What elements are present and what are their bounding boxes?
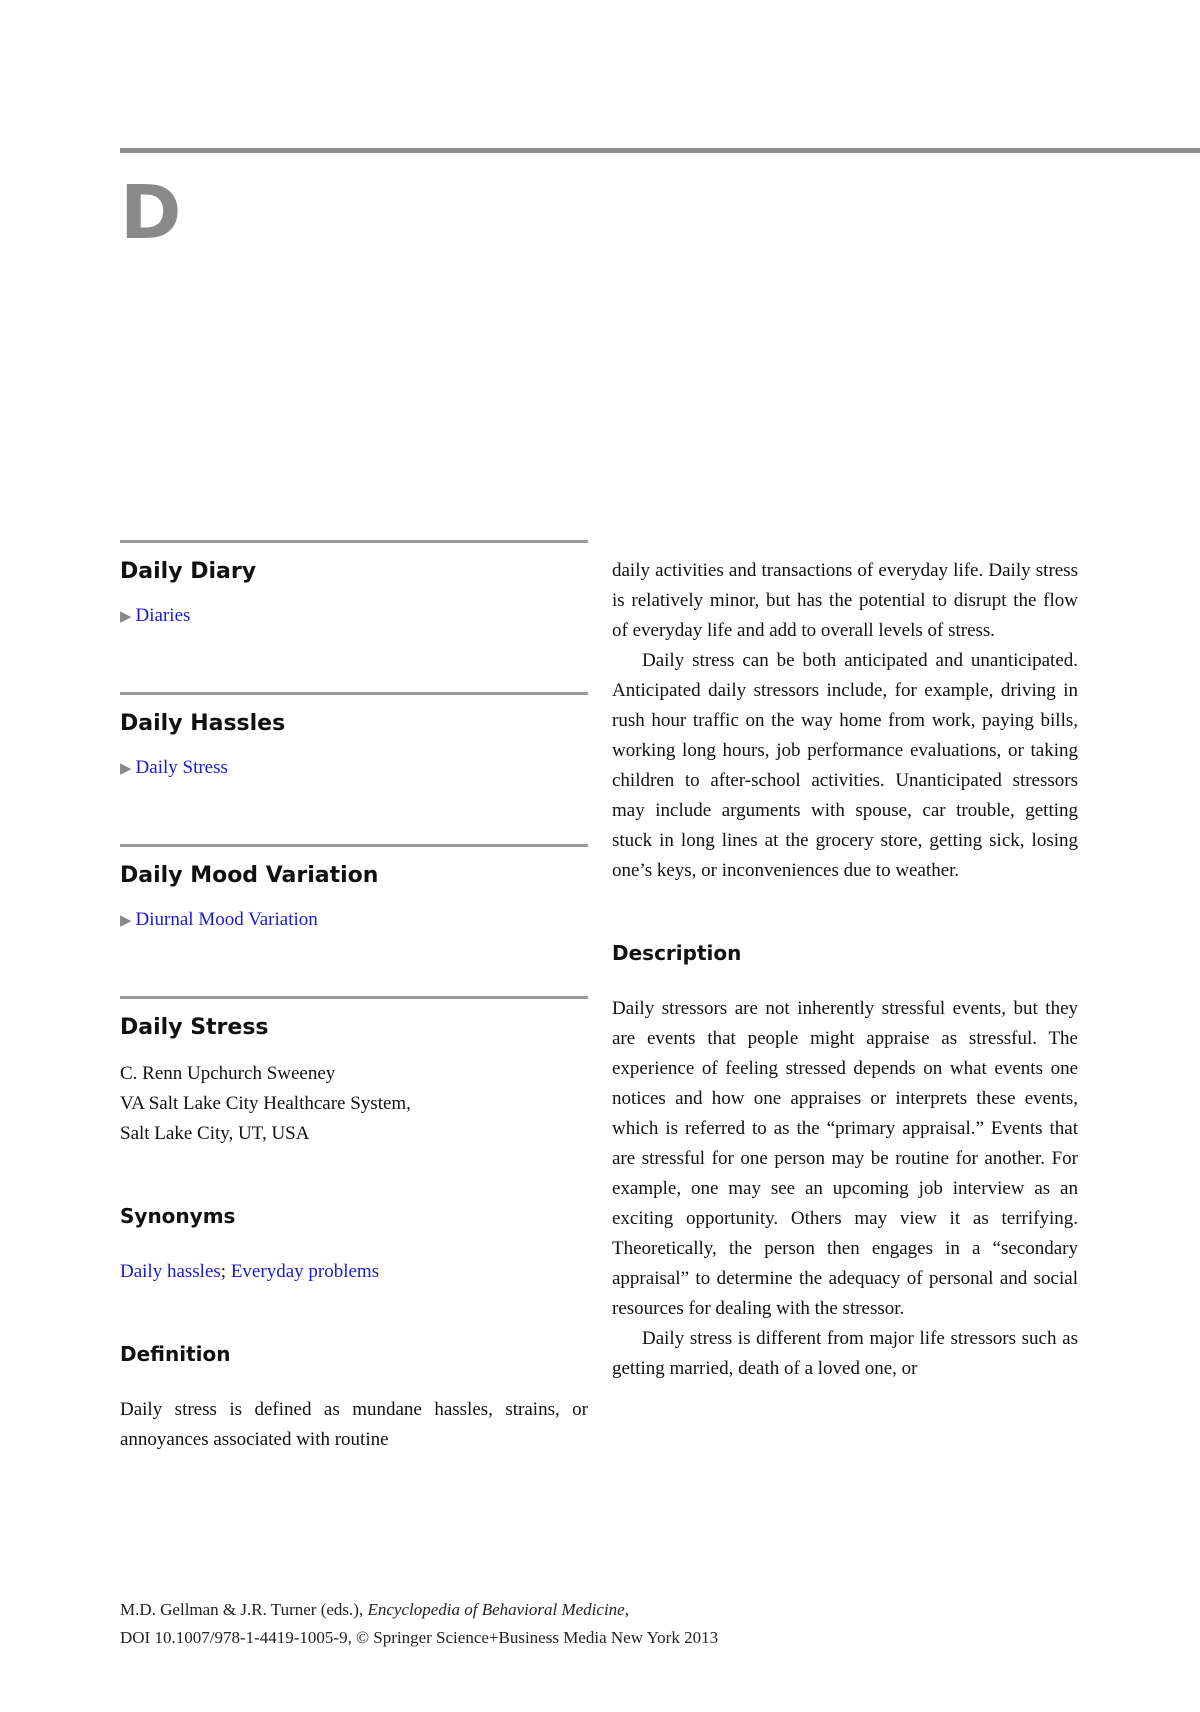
entry-daily-diary — [120, 540, 588, 632]
cross-reference — [120, 753, 588, 784]
right-column — [612, 556, 1078, 1384]
synonym-link-everyday-problems[interactable]: Everyday problems — [230, 1261, 380, 1282]
author-affiliation: VA Salt Lake City Healthcare System, — [120, 1093, 411, 1114]
entry-rule — [120, 692, 588, 695]
arrow-right-icon: ▶ — [120, 609, 132, 625]
body-paragraph: Daily stressors are not inherently stressful events, but they are events that people might appraise as stressful. The experience of feeling stressed depends on what events one notices and how one appraises or interprets these events, which is referred to as the “primary appraisal.” Events that are stressful for one person may be routine for another. For example, one may see an upcoming job interview as an exciting opportunity. Others may view it as terrifying. Theoretically, the person then engages in a “secondary appraisal” to determine the adequacy of personal and social resources for dealing with the stressor. — [612, 998, 1078, 1319]
definition-text: Daily stress is defined as mundane hassles, strains, or annoyances associated with routine — [120, 1399, 588, 1450]
entry-rule — [120, 540, 588, 543]
definition-heading: Definition — [120, 1342, 231, 1366]
synonyms-heading: Synonyms — [120, 1204, 236, 1228]
body-paragraph: Daily stress can be both anticipated and unanticipated. Anticipated daily stressors include, for example, driving in rush hour traffic on the way home from work, paying bills, working long hours, job performance evaluations, or taking children to after-school activities. Unanticipated stressors may include arguments with spouse, car trouble, getting stuck in long lines at the grocery store, getting sick, losing one’s keys, or inconveniences due to weather. — [612, 650, 1078, 881]
entry-daily-stress — [120, 996, 588, 1455]
citation-line — [120, 1596, 1020, 1624]
citation-title: Encyclopedia of Behavioral Medicine — [367, 1600, 625, 1619]
synonym-separator: ; — [220, 1261, 231, 1282]
citation-footer — [120, 1596, 1020, 1652]
entry-heading: Daily Mood Variation — [120, 863, 379, 888]
entry-rule — [120, 844, 588, 847]
top-rule — [120, 148, 1200, 153]
body-paragraph: Daily stress is different from major life stressors such as getting married, death of a loved one, or — [612, 1328, 1078, 1379]
xref-link-diaries[interactable]: Diaries — [135, 605, 191, 626]
cross-reference — [120, 601, 588, 632]
cross-reference — [120, 905, 588, 936]
doi-line: DOI 10.1007/978-1-4419-1005-9, © Springer Science+Business Media New York 2013 — [120, 1628, 719, 1647]
entry-daily-mood-variation — [120, 844, 588, 936]
entry-daily-hassles — [120, 692, 588, 784]
description-heading: Description — [612, 941, 742, 965]
xref-link-diurnal-mood-variation[interactable]: Diurnal Mood Variation — [135, 909, 318, 930]
author-name: C. Renn Upchurch Sweeney — [120, 1063, 336, 1084]
section-letter: D — [120, 170, 182, 256]
left-column — [120, 540, 588, 1455]
arrow-right-icon: ▶ — [120, 913, 132, 929]
entry-rule — [120, 996, 588, 999]
citation-editors: M.D. Gellman & J.R. Turner (eds.), — [120, 1600, 368, 1619]
arrow-right-icon: ▶ — [120, 761, 132, 777]
body-paragraph: daily activities and transactions of everyday life. Daily stress is relatively minor, but has the potential to disrupt the flow of everyday life and add to overall levels of stress. — [612, 560, 1078, 641]
entry-heading: Daily Hassles — [120, 711, 286, 736]
synonym-link-daily-hassles[interactable]: Daily hassles — [120, 1261, 221, 1282]
entry-heading: Daily Stress — [120, 1015, 269, 1040]
xref-link-daily-stress[interactable]: Daily Stress — [135, 757, 228, 778]
synonyms-list — [120, 1257, 588, 1287]
author-location: Salt Lake City, UT, USA — [120, 1123, 310, 1144]
author-block — [120, 1059, 588, 1149]
entry-heading: Daily Diary — [120, 559, 257, 584]
citation-comma: , — [624, 1600, 629, 1619]
